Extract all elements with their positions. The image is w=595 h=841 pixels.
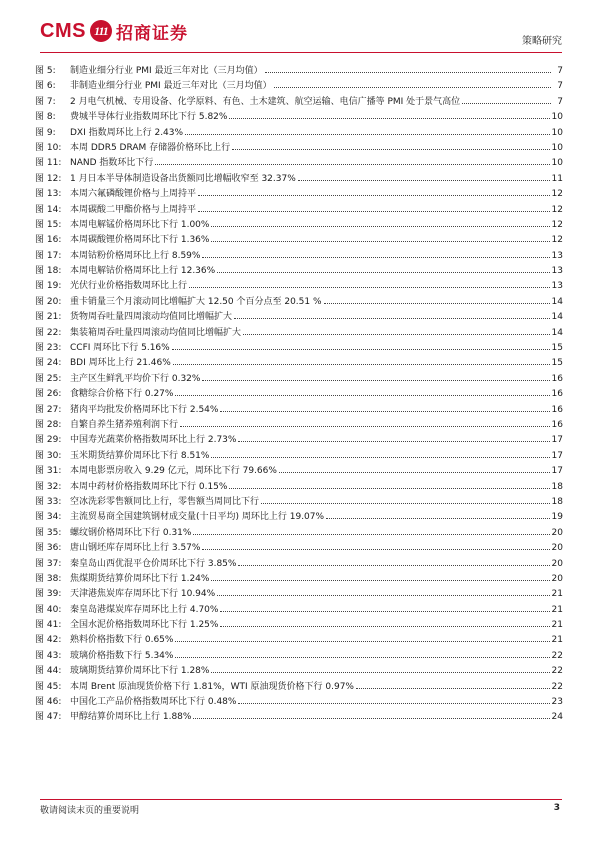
toc-dot-leader — [175, 641, 549, 642]
toc-page-number: 19 — [551, 512, 563, 523]
toc-entry[interactable] — [35, 126, 563, 141]
toc-figure-label: 图 15: — [35, 219, 62, 230]
toc-page-number: 17 — [551, 466, 563, 477]
toc-page-number: 12 — [551, 204, 563, 215]
toc-page-number: 17 — [551, 435, 563, 446]
toc-figure-label: 图 17: — [35, 250, 62, 261]
report-category: 策略研究 — [522, 36, 562, 47]
toc-page-number: 21 — [551, 589, 563, 600]
toc-figure-title: 制造业细分行业 PMI 最近三年对比（三月均值） — [70, 66, 263, 76]
toc-figure-title: 货物周吞吐量四周滚动均值同比增幅扩大 — [70, 312, 233, 323]
toc-dot-leader — [217, 595, 549, 596]
toc-entry[interactable] — [35, 218, 563, 233]
toc-page-number: 12 — [551, 189, 563, 200]
toc-dot-leader — [180, 426, 550, 427]
toc-figure-label: 图 44: — [35, 666, 62, 677]
toc-figure-title: 全国水泥价格指数周环比下行 1.25% — [70, 620, 219, 631]
toc-page-number: 11 — [551, 173, 563, 184]
toc-figure-label: 图 25: — [35, 373, 62, 384]
toc-dot-leader — [274, 87, 551, 88]
toc-figure-label: 图 39: — [35, 589, 62, 600]
toc-page-number: 20 — [551, 558, 563, 569]
toc-figure-title: 本周六氟磷酸锂价格与上周持平 — [70, 189, 197, 200]
toc-entry[interactable] — [35, 264, 563, 279]
toc-figure-title: 秦皇岛山西优混平仓价周环比下行 3.85% — [70, 558, 237, 569]
toc-dot-leader — [173, 364, 550, 365]
toc-dot-leader — [220, 611, 549, 612]
toc-entry[interactable] — [35, 433, 563, 448]
company-logo — [40, 14, 188, 48]
toc-entry[interactable] — [35, 449, 563, 464]
toc-dot-leader — [155, 164, 549, 165]
toc-page-number: 22 — [551, 681, 563, 692]
toc-figure-title: NAND 指数环比下行 — [70, 158, 154, 169]
toc-dot-leader — [324, 303, 550, 304]
toc-entry[interactable] — [35, 633, 563, 648]
toc-entry[interactable] — [35, 156, 563, 171]
toc-figure-title: 本周电解锰价格周环比下行 1.00% — [70, 219, 210, 230]
toc-page-number: 15 — [551, 343, 563, 354]
toc-page-number: 23 — [551, 697, 563, 708]
toc-figure-title: 自繁自养生猪养殖利润下行 — [70, 419, 179, 430]
toc-entry[interactable] — [35, 710, 563, 725]
toc-page-number: 10 — [551, 127, 563, 138]
toc-entry[interactable] — [35, 249, 563, 264]
toc-figure-label: 图 18: — [35, 266, 62, 277]
toc-page-number: 18 — [551, 496, 563, 507]
toc-dot-leader — [232, 149, 549, 150]
toc-figure-label: 图 30: — [35, 450, 62, 461]
toc-dot-leader — [326, 518, 549, 519]
toc-figure-label: 图 27: — [35, 404, 62, 415]
toc-figure-title: 中国化工产品价格指数周环比下行 0.48% — [70, 697, 237, 708]
toc-page-number: 21 — [551, 635, 563, 646]
toc-figure-title: 集装箱周吞吐量四周滚动均值同比增幅扩大 — [70, 327, 242, 338]
toc-figure-label: 图 6: — [35, 81, 56, 92]
toc-dot-leader — [211, 580, 549, 581]
toc-figure-title: 光伏行业价格指数周环比上行 — [70, 281, 188, 292]
toc-figure-label: 图 12: — [35, 173, 62, 184]
toc-figure-title: CCFI 周环比下行 5.16% — [70, 343, 170, 354]
toc-dot-leader — [279, 472, 550, 473]
toc-figure-title: 甲醇结算价周环比上行 1.88% — [70, 712, 192, 723]
toc-page-number: 7 — [557, 81, 563, 92]
toc-entry[interactable] — [35, 326, 563, 341]
toc-entry[interactable] — [35, 95, 563, 110]
toc-page-number: 16 — [551, 389, 563, 400]
toc-page-number: 16 — [551, 419, 563, 430]
toc-figure-title: 秦皇岛港煤炭库存周环比上行 4.70% — [70, 604, 219, 615]
toc-figure-label: 图 29: — [35, 435, 62, 446]
toc-dot-leader — [202, 380, 549, 381]
toc-dot-leader — [175, 395, 549, 396]
toc-dot-leader — [211, 241, 549, 242]
toc-figure-title: 猪肉平均批发价格周环比下行 2.54% — [70, 404, 219, 415]
toc-figure-label: 图 23: — [35, 343, 62, 354]
toc-page-number: 10 — [551, 158, 563, 169]
toc-figure-title: 食糖综合价格下行 0.27% — [70, 389, 174, 400]
toc-dot-leader — [211, 226, 549, 227]
toc-page-number: 7 — [557, 66, 563, 76]
toc-figure-title: 非制造业细分行业 PMI 最近三年对比（三月均值） — [70, 81, 272, 92]
page-number: 3 — [553, 803, 560, 813]
toc-entry[interactable] — [35, 618, 563, 633]
toc-figure-title: 中国寿光蔬菜价格指数周环比上行 2.73% — [70, 435, 237, 446]
toc-entry[interactable] — [35, 418, 563, 433]
toc-figure-title: 玻璃价格指数下行 5.34% — [70, 650, 174, 661]
toc-dot-leader — [220, 411, 549, 412]
toc-entry[interactable] — [35, 187, 563, 202]
toc-page-number: 13 — [551, 266, 563, 277]
toc-figure-label: 图 9: — [35, 127, 56, 138]
toc-figure-label: 图 14: — [35, 204, 62, 215]
toc-figure-label: 图 38: — [35, 573, 62, 584]
toc-entry[interactable] — [35, 649, 563, 664]
toc-figure-label: 图 42: — [35, 635, 62, 646]
toc-dot-leader — [229, 488, 549, 489]
toc-figure-label: 图 26: — [35, 389, 62, 400]
toc-dot-leader — [198, 211, 550, 212]
toc-figure-label: 图 40: — [35, 604, 62, 615]
logo-chinese-name: 招商证券 — [115, 23, 188, 44]
toc-figure-title: 本周电影票房收入 9.29 亿元，周环比下行 79.66% — [70, 466, 277, 477]
toc-dot-leader — [261, 503, 550, 504]
toc-figure-label: 图 37: — [35, 558, 62, 569]
toc-entry[interactable] — [35, 295, 563, 310]
toc-figure-label: 图 11: — [35, 158, 62, 169]
toc-page-number: 7 — [557, 96, 563, 107]
toc-page-number: 20 — [551, 543, 563, 554]
toc-entry[interactable] — [35, 233, 563, 248]
toc-page-number: 12 — [551, 235, 563, 246]
toc-page-number: 18 — [551, 481, 563, 492]
toc-entry[interactable] — [35, 587, 563, 602]
toc-figure-title: 焦煤期货结算价周环比下行 1.24% — [70, 573, 210, 584]
header-divider — [40, 52, 562, 53]
toc-dot-leader — [298, 180, 550, 181]
toc-figure-title: 玉米期货结算价周环比下行 8.51% — [70, 450, 210, 461]
toc-dot-leader — [217, 272, 549, 273]
toc-figure-title: 唐山钢坯库存周环比上行 3.57% — [70, 543, 201, 554]
toc-dot-leader — [238, 703, 549, 704]
toc-figure-label: 图 20: — [35, 296, 62, 307]
toc-figure-label: 图 13: — [35, 189, 62, 200]
toc-page-number: 13 — [551, 250, 563, 261]
toc-page-number: 10 — [551, 112, 563, 123]
figure-table-of-contents — [35, 64, 563, 726]
toc-figure-label: 图 8: — [35, 112, 56, 123]
toc-dot-leader — [234, 318, 550, 319]
toc-dot-leader — [193, 534, 549, 535]
toc-figure-title: 本周碳酸二甲酯价格与上周持平 — [70, 204, 197, 215]
toc-dot-leader — [202, 257, 549, 258]
toc-entry[interactable] — [35, 541, 563, 556]
toc-entry[interactable] — [35, 141, 563, 156]
toc-page-number: 17 — [551, 450, 563, 461]
toc-figure-label: 图 35: — [35, 527, 62, 538]
toc-entry[interactable] — [35, 310, 563, 325]
toc-figure-label: 图 19: — [35, 281, 62, 292]
toc-page-number: 21 — [551, 620, 563, 631]
toc-figure-title: 本周中药材价格指数周环比下行 0.15% — [70, 481, 228, 492]
toc-page-number: 21 — [551, 604, 563, 615]
toc-entry[interactable] — [35, 510, 563, 525]
footer-divider — [40, 799, 562, 800]
toc-entry[interactable] — [35, 695, 563, 710]
toc-page-number: 14 — [551, 312, 563, 323]
toc-figure-label: 图 28: — [35, 419, 62, 430]
toc-figure-title: 螺纹钢价格周环比下行 0.31% — [70, 527, 192, 538]
logo-cms-text: CMS — [40, 19, 86, 42]
toc-figure-title: 空冰洗彩零售额同比上行，零售额当周同比下行 — [70, 496, 260, 507]
toc-dot-leader — [172, 349, 550, 350]
toc-dot-leader — [193, 718, 549, 719]
toc-figure-label: 图 5: — [35, 66, 56, 76]
toc-dot-leader — [175, 657, 549, 658]
toc-entry[interactable] — [35, 603, 563, 618]
toc-entry[interactable] — [35, 279, 563, 294]
toc-entry[interactable] — [35, 526, 563, 541]
toc-entry[interactable] — [35, 664, 563, 679]
toc-dot-leader — [189, 287, 550, 288]
toc-dot-leader — [202, 549, 549, 550]
toc-figure-label: 图 22: — [35, 327, 62, 338]
toc-page-number: 10 — [551, 142, 563, 153]
toc-page-number: 14 — [551, 296, 563, 307]
toc-figure-label: 图 24: — [35, 358, 62, 369]
toc-dot-leader — [238, 565, 549, 566]
toc-dot-leader — [198, 195, 550, 196]
toc-figure-label: 图 10: — [35, 142, 62, 153]
toc-dot-leader — [211, 672, 549, 673]
toc-dot-leader — [229, 118, 549, 119]
logo-badge-text: 111 — [94, 23, 108, 38]
toc-page-number: 20 — [551, 573, 563, 584]
toc-figure-title: 主产区生鲜乳平均价下行 0.32% — [70, 373, 201, 384]
toc-figure-title: BDI 周环比上行 21.46% — [70, 358, 171, 369]
toc-entry[interactable] — [35, 341, 563, 356]
toc-page-number: 15 — [551, 358, 563, 369]
toc-figure-title: 玻璃期货结算价周环比下行 1.28% — [70, 666, 210, 677]
toc-entry[interactable] — [35, 387, 563, 402]
toc-dot-leader — [211, 457, 549, 458]
toc-figure-title: 本周 DDR5 DRAM 存储器价格环比上行 — [70, 142, 231, 153]
toc-page-number: 16 — [551, 373, 563, 384]
page-header — [40, 10, 562, 52]
toc-page-number: 16 — [551, 404, 563, 415]
toc-figure-title: 本周钴粉价格周环比上行 8.59% — [70, 250, 201, 261]
toc-figure-title: 1 月日本半导体制造设备出货额同比增幅收窄至 32.37% — [70, 173, 296, 184]
toc-page-number: 24 — [551, 712, 563, 723]
toc-figure-title: 费城半导体行业指数周环比下行 5.82% — [70, 112, 228, 123]
toc-entry[interactable] — [35, 403, 563, 418]
toc-figure-title: 主流贸易商全国建筑钢材成交量(十日平均) 周环比上行 19.07% — [70, 512, 325, 523]
toc-dot-leader — [238, 441, 549, 442]
toc-figure-label: 图 32: — [35, 481, 62, 492]
toc-entry[interactable] — [35, 79, 563, 94]
toc-figure-label: 图 33: — [35, 496, 62, 507]
logo-badge-icon — [90, 20, 112, 42]
toc-figure-label: 图 36: — [35, 543, 62, 554]
toc-figure-label: 图 41: — [35, 620, 62, 631]
toc-entry[interactable] — [35, 572, 563, 587]
toc-figure-title: 本周电解钴价格周环比上行 12.36% — [70, 266, 216, 277]
toc-figure-label: 图 21: — [35, 312, 62, 323]
toc-entry[interactable] — [35, 64, 563, 79]
toc-entry[interactable] — [35, 356, 563, 371]
toc-page-number: 13 — [551, 281, 563, 292]
toc-dot-leader — [243, 334, 550, 335]
toc-page-number: 22 — [551, 666, 563, 677]
toc-dot-leader — [185, 134, 549, 135]
toc-entry[interactable] — [35, 464, 563, 479]
toc-dot-leader — [462, 103, 551, 104]
toc-figure-title: DXI 指数周环比上行 2.43% — [70, 127, 184, 138]
toc-dot-leader — [356, 688, 550, 689]
toc-figure-label: 图 31: — [35, 466, 62, 477]
toc-entry[interactable] — [35, 480, 563, 495]
toc-figure-label: 图 43: — [35, 650, 62, 661]
toc-figure-title: 本周碳酸锂价格周环比下行 1.36% — [70, 235, 210, 246]
toc-page-number: 22 — [551, 650, 563, 661]
toc-page-number: 14 — [551, 327, 563, 338]
toc-entry[interactable] — [35, 110, 563, 125]
footer-disclaimer: 敬请阅读末页的重要说明 — [40, 806, 140, 816]
toc-figure-label: 图 45: — [35, 681, 62, 692]
toc-figure-title: 重卡销量三个月滚动同比增幅扩大 12.50 个百分点至 20.51 % — [70, 296, 322, 307]
toc-figure-label: 图 46: — [35, 697, 62, 708]
toc-figure-title: 2 月电气机械、专用设备、化学原料、有色、土木建筑、航空运输、电信广播等 PMI 处于景气高位 — [70, 96, 461, 107]
toc-page-number: 12 — [551, 219, 563, 230]
toc-figure-title: 熟料价格指数下行 0.65% — [70, 635, 174, 646]
toc-entry[interactable] — [35, 680, 563, 695]
toc-dot-leader — [220, 626, 549, 627]
toc-figure-label: 图 7: — [35, 96, 56, 107]
toc-entry[interactable] — [35, 172, 563, 187]
toc-figure-title: 本周 Brent 原油现货价格下行 1.81%，WTI 原油现货价格下行 0.97% — [70, 681, 354, 692]
toc-entry[interactable] — [35, 495, 563, 510]
toc-entry[interactable] — [35, 372, 563, 387]
toc-page-number: 20 — [551, 527, 563, 538]
toc-figure-label: 图 47: — [35, 712, 62, 723]
toc-dot-leader — [265, 72, 551, 73]
toc-figure-label: 图 34: — [35, 512, 62, 523]
toc-entry[interactable] — [35, 203, 563, 218]
toc-figure-title: 天津港焦炭库存周环比下行 10.94% — [70, 589, 216, 600]
toc-entry[interactable] — [35, 557, 563, 572]
toc-figure-label: 图 16: — [35, 235, 62, 246]
